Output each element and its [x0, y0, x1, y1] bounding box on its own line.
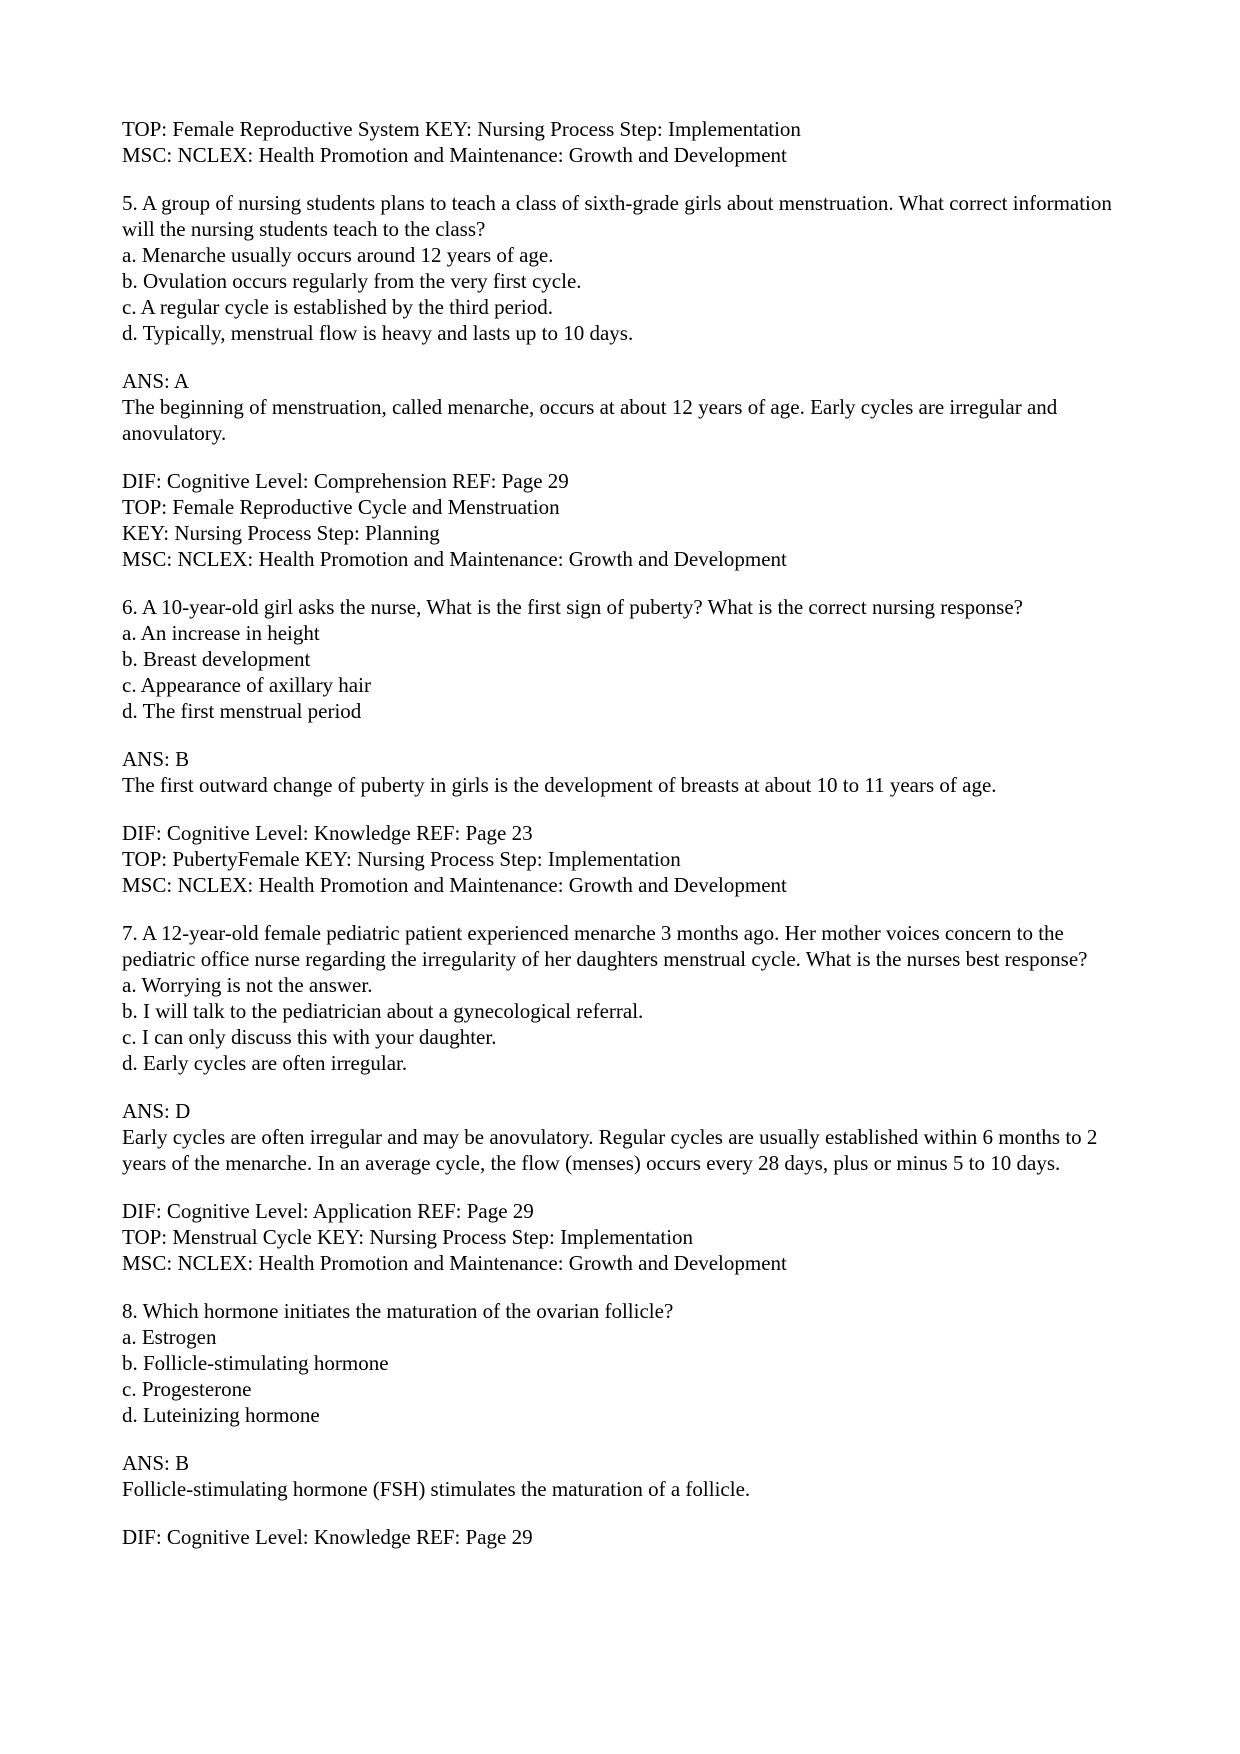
meta-line: TOP: Female Reproductive System KEY: Nursing Process Step: Implementation — [122, 117, 801, 141]
meta-line: DIF: Cognitive Level: Knowledge REF: Page 23 — [122, 821, 533, 845]
option-a: a. Worrying is not the answer. — [122, 973, 373, 997]
option-c: c. I can only discuss this with your daughter. — [122, 1025, 497, 1049]
question-8 — [122, 1298, 1132, 1550]
option-c: c. Appearance of axillary hair — [122, 673, 371, 697]
question-7 — [122, 920, 1132, 1276]
rationale: The beginning of menstruation, called menarche, occurs at about 12 years of age. Early cycles are irregular and anovulatory. — [122, 395, 1058, 445]
page-content — [122, 116, 1132, 1550]
meta-line: MSC: NCLEX: Health Promotion and Maintenance: Growth and Development — [122, 143, 787, 167]
meta-line: DIF: Cognitive Level: Application REF: Page 29 — [122, 1199, 534, 1223]
meta-line: MSC: NCLEX: Health Promotion and Maintenance: Growth and Development — [122, 547, 787, 571]
option-a: a. An increase in height — [122, 621, 320, 645]
question-6 — [122, 594, 1132, 898]
option-d: d. Early cycles are often irregular. — [122, 1051, 408, 1075]
answer-key: ANS: B — [122, 1451, 190, 1475]
rationale: Follicle-stimulating hormone (FSH) stimulates the maturation of a follicle. — [122, 1477, 751, 1501]
meta-line: TOP: PubertyFemale KEY: Nursing Process Step: Implementation — [122, 847, 681, 871]
meta-line: KEY: Nursing Process Step: Planning — [122, 521, 440, 545]
option-c: c. Progesterone — [122, 1377, 252, 1401]
answer-key: ANS: A — [122, 369, 190, 393]
question-5 — [122, 190, 1132, 572]
option-b: b. Breast development — [122, 647, 311, 671]
meta-line: TOP: Female Reproductive Cycle and Menstruation — [122, 495, 560, 519]
meta-line: TOP: Menstrual Cycle KEY: Nursing Process Step: Implementation — [122, 1225, 694, 1249]
option-a: a. Menarche usually occurs around 12 years of age. — [122, 243, 554, 267]
option-d: d. The first menstrual period — [122, 699, 362, 723]
question-text: 5. A group of nursing students plans to teach a class of sixth-grade girls about menstruation. What correct information will the nursing students teach to the class? — [122, 191, 1112, 241]
option-b: b. Ovulation occurs regularly from the very first cycle. — [122, 269, 582, 293]
option-b: b. I will talk to the pediatrician about a gynecological referral. — [122, 999, 644, 1023]
question-text: 8. Which hormone initiates the maturation of the ovarian follicle? — [122, 1299, 674, 1323]
meta-line: DIF: Cognitive Level: Comprehension REF: Page 29 — [122, 469, 569, 493]
rationale: Early cycles are often irregular and may be anovulatory. Regular cycles are usually established within 6 months to 2 years of the menarche. In an average cycle, the flow (menses) occurs every 28 days, plus or minus 5 to 10 days. — [122, 1125, 1098, 1175]
answer-key: ANS: D — [122, 1099, 191, 1123]
rationale: The first outward change of puberty in girls is the development of breasts at about 10 to 11 years of age. — [122, 773, 997, 797]
answer-key: ANS: B — [122, 747, 190, 771]
meta-line: MSC: NCLEX: Health Promotion and Maintenance: Growth and Development — [122, 873, 787, 897]
meta-line: DIF: Cognitive Level: Knowledge REF: Page 29 — [122, 1525, 533, 1549]
meta-line: MSC: NCLEX: Health Promotion and Maintenance: Growth and Development — [122, 1251, 787, 1275]
option-b: b. Follicle-stimulating hormone — [122, 1351, 389, 1375]
option-a: a. Estrogen — [122, 1325, 217, 1349]
option-d: d. Typically, menstrual flow is heavy and lasts up to 10 days. — [122, 321, 634, 345]
option-c: c. A regular cycle is established by the third period. — [122, 295, 553, 319]
question-text: 6. A 10-year-old girl asks the nurse, What is the first sign of puberty? What is the correct nursing response? — [122, 595, 1024, 619]
option-d: d. Luteinizing hormone — [122, 1403, 320, 1427]
question-text: 7. A 12-year-old female pediatric patient experienced menarche 3 months ago. Her mother voices concern to the pediatric office nurse regarding the irregularity of her daughters menstrual cycle. What is the nurses best response? — [122, 921, 1088, 971]
